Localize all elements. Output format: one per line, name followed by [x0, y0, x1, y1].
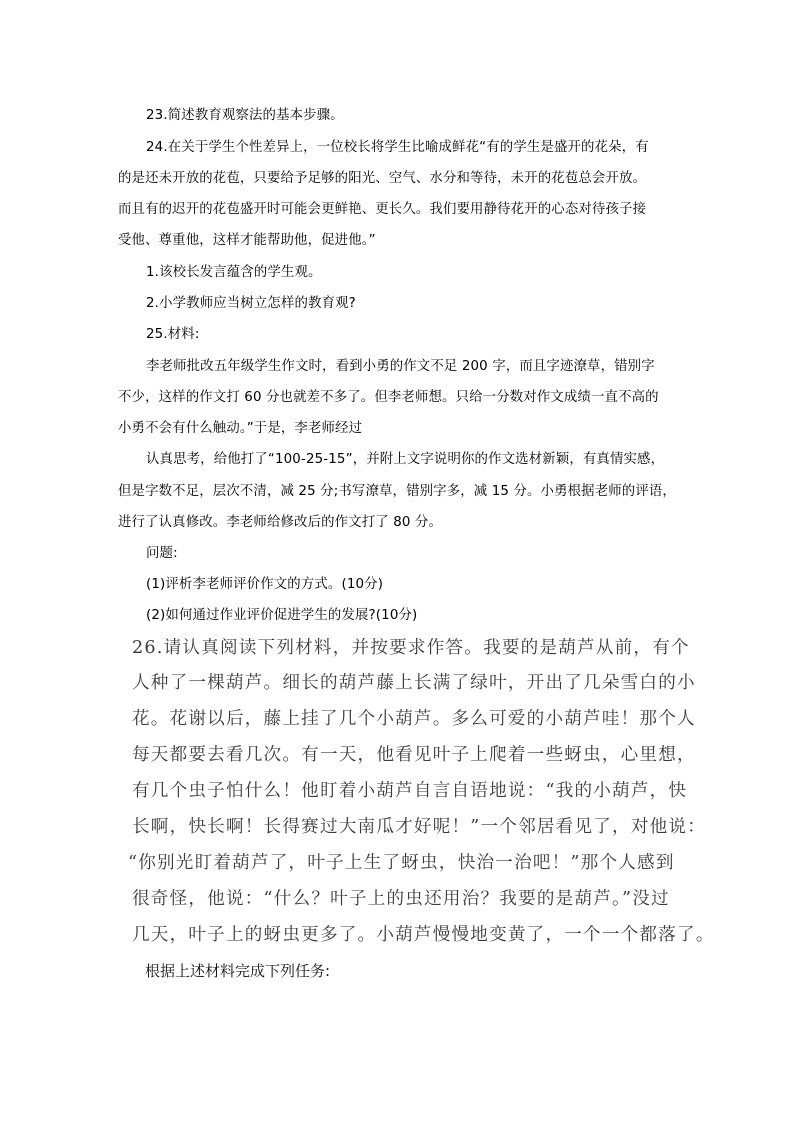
question-26-line: 每天都要去看几次。有一天，他看见叶子上爬着一些蚜虫，心里想，	[132, 745, 696, 765]
question-25-line: 但是字数不足，层次不清，减 25 分;书写潦草，错别字多，减 15 分。小勇根据老师的评语，	[118, 484, 676, 499]
question-26-line: 长啊，快长啊！长得赛过大南瓜才好呢！”一个邻居看见了，对他说：	[132, 817, 707, 837]
question-26-line: 26.请认真阅读下列材料，并按要求作答。我要的是葫芦从前，有个	[132, 638, 690, 658]
question-24-sub-1: 1.该校长发言蕴含的学生观。	[146, 265, 322, 280]
question-26-line: 花。花谢以后，藤上挂了几个小葫芦。多么可爱的小葫芦哇！那个人	[132, 709, 696, 729]
question-24-sub-2: 2.小学教师应当树立怎样的教育观?	[146, 296, 356, 311]
question-24-line: 24.在关于学生个性差异上，一位校长将学生比喻成鲜花“有的学生是盛开的花朵，有	[146, 140, 649, 155]
question-25-line: 不少，这样的作文打 60 分也就差不多了。但李老师想。只给一分数对作文成绩一直不高的	[118, 390, 659, 405]
question-23: 23.简述教育观察法的基本步骤。	[146, 108, 344, 123]
question-25-line: 认真思考，给他打了“100-25-15”，并附上文字说明你的作文选材新颖，有真情实感，	[146, 452, 665, 467]
question-26-line: “你别光盯着葫芦了，叶子上生了蚜虫，快治一治吧！”那个人感到	[128, 853, 675, 873]
question-26-line: 很奇怪，他说：“什么？叶子上的虫还用治？我要的是葫芦。”没过	[132, 889, 670, 909]
question-26-line: 人种了一棵葫芦。细长的葫芦藤上长满了绿叶，开出了几朵雪白的小	[132, 673, 696, 693]
question-24-line: 的是还未开放的花苞，只要给予足够的阳光、空气、水分和等待，未开的花苞总会开放。	[118, 171, 647, 186]
question-26-task: 根据上述材料完成下列任务:	[145, 962, 331, 980]
question-25-q2: (2)如何通过作业评价促进学生的发展?(10分)	[146, 608, 418, 623]
question-25-title: 25.材料:	[146, 327, 200, 342]
question-25-line: 小勇不会有什么触动。”于是，李老师经过	[118, 421, 363, 436]
question-25-question-label: 问题:	[146, 546, 178, 561]
question-25-q1: (1)评析李老师评价作文的方式。(10分)	[146, 577, 384, 592]
question-26-line: 几天，叶子上的蚜虫更多了。小葫芦慢慢地变黄了，一个一个都落了。	[132, 925, 715, 945]
question-25-line: 李老师批改五年级学生作文时，看到小勇的作文不足 200 字，而且字迹潦草，错别字	[146, 359, 655, 374]
question-24-line: 受他、尊重他，这样才能帮助他，促进他。”	[118, 233, 376, 248]
question-26-line: 有几个虫子怕什么！他盯着小葫芦自言自语地说：“我的小葫芦，快	[132, 781, 688, 801]
question-24-line: 而且有的迟开的花苞盛开时可能会更鲜艳、更长久。我们要用静待花开的心态对待孩子接	[118, 202, 647, 217]
question-25-line: 进行了认真修改。李老师给修改后的作文打了 80 分。	[118, 515, 443, 530]
